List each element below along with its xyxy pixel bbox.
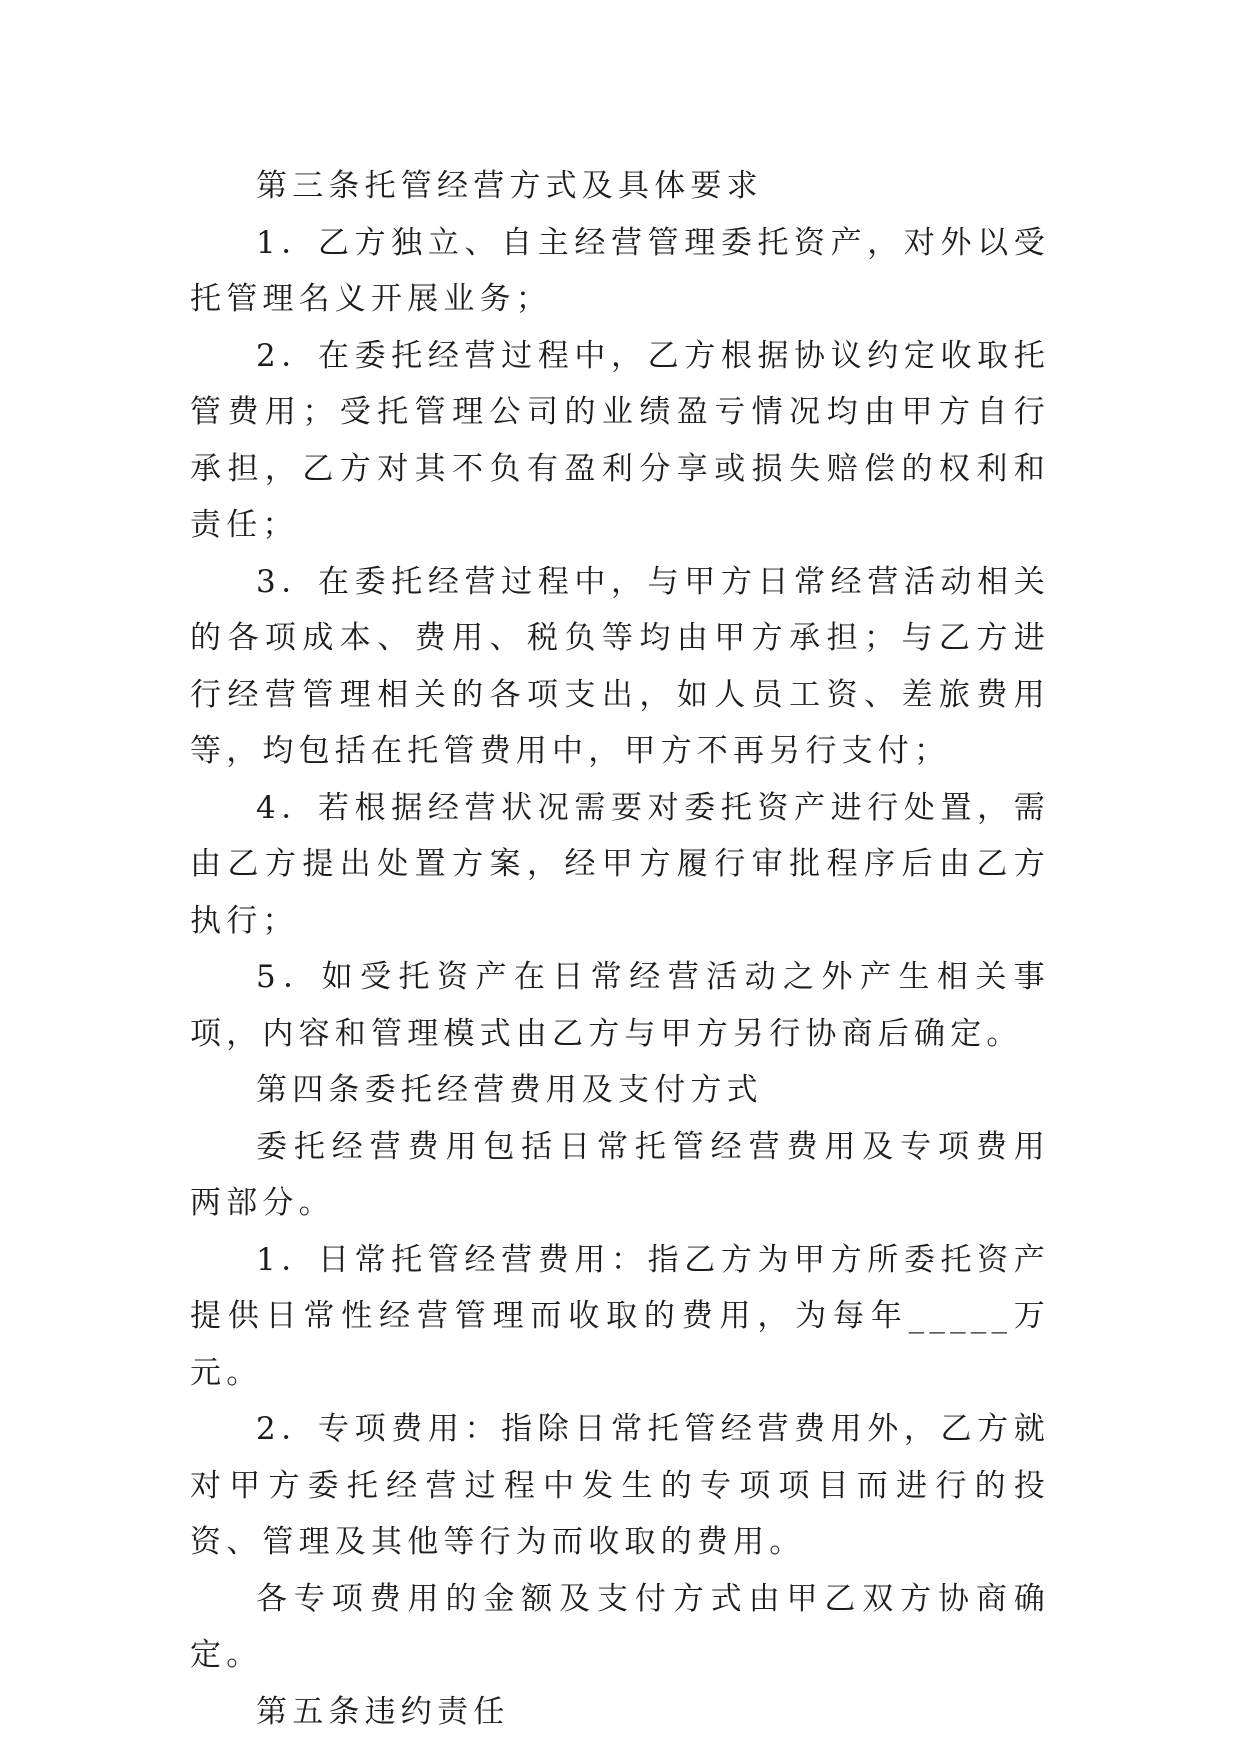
article-3-item-4: 4．若根据经营状况需要对委托资产进行处置，需由乙方提出处置方案，经甲方履行审批程序后由乙方执行； (190, 789, 1050, 939)
article-3-item-2: 2．在委托经营过程中，乙方根据协议约定收取托管费用；受托管理公司的业绩盈亏情况均由甲方自行承担，乙方对其不负有盈利分享或损失赔偿的权利和责任； (190, 337, 1050, 543)
article-3-heading: 第三条托管经营方式及具体要求 (256, 168, 763, 204)
document-body (190, 158, 1050, 1740)
article-4-item-1: 1．日常托管经营费用：指乙方为甲方所委托资产提供日常性经营管理而收取的费用，为每年_____万元。 (190, 1241, 1050, 1391)
article-3-item-5: 5．如受托资产在日常经营活动之外产生相关事项，内容和管理模式由乙方与甲方另行协商后确定。 (190, 959, 1050, 1052)
article-5-heading: 第五条违约责任 (256, 1693, 510, 1730)
article-4-intro: 委托经营费用包括日常托管经营费用及专项费用两部分。 (190, 1128, 1050, 1221)
article-4-heading: 第四条委托经营费用及支付方式 (256, 1072, 763, 1108)
article-3-item-3: 3．在委托经营过程中，与甲方日常经营活动相关的各项成本、费用、税负等均由甲方承担；与乙方进行经营管理相关的各项支出，如人员工资、差旅费用等，均包括在托管费用中，甲方不再另行支付； (190, 563, 1050, 769)
article-3-item-1: 1．乙方独立、自主经营管理委托资产，对外以受托管理名义开展业务； (190, 224, 1050, 317)
article-4-item-2: 2．专项费用：指除日常托管经营费用外，乙方就对甲方委托经营过程中发生的专项项目而进行的投资、管理及其他等行为而收取的费用。 (190, 1411, 1050, 1560)
article-4-note: 各专项费用的金额及支付方式由甲乙双方协商确定。 (190, 1580, 1050, 1673)
